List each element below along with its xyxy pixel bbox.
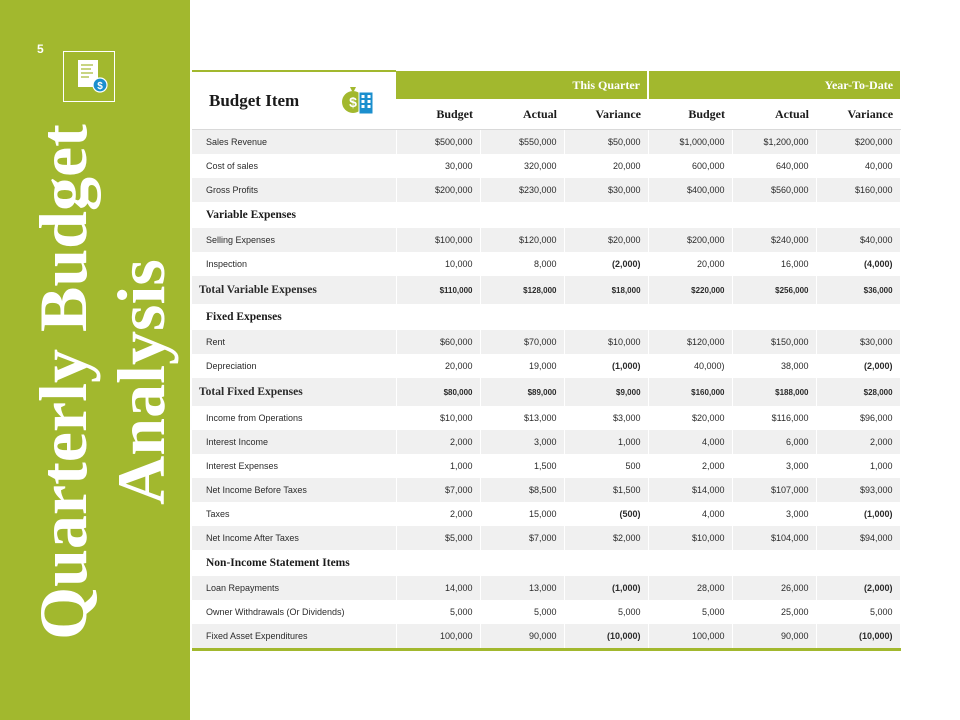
cell-value: $10,000 — [648, 526, 732, 550]
row-label: Net Income After Taxes — [192, 526, 396, 550]
cell-value: 90,000 — [480, 624, 564, 650]
row-label: Selling Expenses — [192, 228, 396, 252]
row-label: Sales Revenue — [192, 130, 396, 155]
table-row — [192, 406, 900, 430]
cell-value: 2,000 — [648, 454, 732, 478]
cell-value: 5,000 — [564, 600, 648, 624]
cell-value: 20,000 — [564, 154, 648, 178]
cell-value: 1,000 — [564, 430, 648, 454]
cell-value: $104,000 — [732, 526, 816, 550]
cell-value: $150,000 — [732, 330, 816, 354]
cell-value: $50,000 — [564, 130, 648, 155]
cell-value: 90,000 — [732, 624, 816, 650]
cell-value: $120,000 — [480, 228, 564, 252]
cell-value: 600,000 — [648, 154, 732, 178]
table-row — [192, 228, 900, 252]
cell-value: $188,000 — [732, 378, 816, 406]
cell-value: (1,000) — [816, 502, 900, 526]
cell-value: 30,000 — [396, 154, 480, 178]
cell-value: 40,000) — [648, 354, 732, 378]
cell-value: $116,000 — [732, 406, 816, 430]
cell-value: $256,000 — [732, 276, 816, 304]
slide-number: 5 — [37, 42, 44, 56]
cell-value: 19,000 — [480, 354, 564, 378]
row-label: Inspection — [192, 252, 396, 276]
cell-value: 20,000 — [648, 252, 732, 276]
cell-value: $10,000 — [396, 406, 480, 430]
cell-value: 5,000 — [480, 600, 564, 624]
cell-value: (2,000) — [564, 252, 648, 276]
cell-value: 100,000 — [396, 624, 480, 650]
sidebar — [0, 0, 190, 720]
row-label: Depreciation — [192, 354, 396, 378]
cell-value: $36,000 — [816, 276, 900, 304]
cell-value: 5,000 — [396, 600, 480, 624]
table-row — [192, 330, 900, 354]
cell-value: $1,000,000 — [648, 130, 732, 155]
row-label: Net Income Before Taxes — [192, 478, 396, 502]
table-row — [192, 624, 900, 650]
cell-value: 20,000 — [396, 354, 480, 378]
cell-value: $2,000 — [564, 526, 648, 550]
svg-text:$: $ — [349, 94, 357, 110]
column-header: Variance — [564, 99, 648, 130]
cell-value: 16,000 — [732, 252, 816, 276]
cell-value: 5,000 — [816, 600, 900, 624]
cell-value: $18,000 — [564, 276, 648, 304]
cell-value: $89,000 — [480, 378, 564, 406]
cell-value: (500) — [564, 502, 648, 526]
table-row — [192, 600, 900, 624]
cell-value: 13,000 — [480, 576, 564, 600]
cell-value: $20,000 — [648, 406, 732, 430]
row-label: Loan Repayments — [192, 576, 396, 600]
cell-value: $40,000 — [816, 228, 900, 252]
total-row — [192, 378, 900, 406]
section-row — [192, 304, 900, 330]
cell-value: $230,000 — [480, 178, 564, 202]
row-label: Cost of sales — [192, 154, 396, 178]
budget-item-header: Budget Item — [192, 71, 396, 130]
section-label: Variable Expenses — [192, 202, 900, 228]
cell-value: $93,000 — [816, 478, 900, 502]
cell-value: (1,000) — [564, 354, 648, 378]
cell-value: 320,000 — [480, 154, 564, 178]
table-row — [192, 130, 900, 155]
cell-value: $110,000 — [396, 276, 480, 304]
column-header: Budget — [396, 99, 480, 130]
section-row — [192, 202, 900, 228]
table-row — [192, 154, 900, 178]
section-label: Non-Income Statement Items — [192, 550, 900, 576]
cell-value: $560,000 — [732, 178, 816, 202]
row-label: Owner Withdrawals (Or Dividends) — [192, 600, 396, 624]
cell-value: $96,000 — [816, 406, 900, 430]
cell-value: 1,500 — [480, 454, 564, 478]
cell-value: $100,000 — [396, 228, 480, 252]
column-header: Actual — [480, 99, 564, 130]
cell-value: 3,000 — [480, 430, 564, 454]
cell-value: $120,000 — [648, 330, 732, 354]
cell-value: $200,000 — [648, 228, 732, 252]
cell-value: 2,000 — [816, 430, 900, 454]
cell-value: $220,000 — [648, 276, 732, 304]
cell-value: 26,000 — [732, 576, 816, 600]
cell-value: $7,000 — [480, 526, 564, 550]
cell-value: $13,000 — [480, 406, 564, 430]
cell-value: $30,000 — [564, 178, 648, 202]
budget-table — [192, 70, 901, 651]
svg-text:$: $ — [97, 81, 103, 92]
row-label: Interest Expenses — [192, 454, 396, 478]
column-header: Variance — [816, 99, 900, 130]
cell-value: $14,000 — [648, 478, 732, 502]
cell-value: 3,000 — [732, 502, 816, 526]
cell-value: $1,200,000 — [732, 130, 816, 155]
table-row — [192, 252, 900, 276]
group-header-year-to-date: Year-To-Date — [648, 71, 900, 99]
row-label: Interest Income — [192, 430, 396, 454]
table-row — [192, 502, 900, 526]
table-row — [192, 354, 900, 378]
cell-value: (2,000) — [816, 576, 900, 600]
cell-value: 6,000 — [732, 430, 816, 454]
column-header: Actual — [732, 99, 816, 130]
cell-value: 40,000 — [816, 154, 900, 178]
cell-value: $94,000 — [816, 526, 900, 550]
row-label: Rent — [192, 330, 396, 354]
table-row — [192, 576, 900, 600]
section-row — [192, 550, 900, 576]
cell-value: $200,000 — [396, 178, 480, 202]
cell-value: $160,000 — [648, 378, 732, 406]
cell-value: 3,000 — [732, 454, 816, 478]
cell-value: $128,000 — [480, 276, 564, 304]
cell-value: 28,000 — [648, 576, 732, 600]
cell-value: (1,000) — [564, 576, 648, 600]
cell-value: $240,000 — [732, 228, 816, 252]
cell-value: $200,000 — [816, 130, 900, 155]
table-row — [192, 430, 900, 454]
total-row — [192, 276, 900, 304]
cell-value: (4,000) — [816, 252, 900, 276]
cell-value: 100,000 — [648, 624, 732, 650]
cell-value: $3,000 — [564, 406, 648, 430]
group-header-this-quarter: This Quarter — [396, 71, 648, 99]
column-header: Budget — [648, 99, 732, 130]
cell-value: 500 — [564, 454, 648, 478]
table-row — [192, 454, 900, 478]
cell-value: 5,000 — [648, 600, 732, 624]
table-row — [192, 178, 900, 202]
cell-value: $70,000 — [480, 330, 564, 354]
row-label: Gross Profits — [192, 178, 396, 202]
cell-value: 15,000 — [480, 502, 564, 526]
cell-value: $80,000 — [396, 378, 480, 406]
row-label: Income from Operations — [192, 406, 396, 430]
table-row — [192, 526, 900, 550]
cell-value: $1,500 — [564, 478, 648, 502]
cell-value: 38,000 — [732, 354, 816, 378]
title-line-2: Analysis — [103, 259, 179, 505]
cell-value: 2,000 — [396, 502, 480, 526]
money-bag-building-icon — [340, 80, 376, 116]
cell-value: $107,000 — [732, 478, 816, 502]
cell-value: $160,000 — [816, 178, 900, 202]
cell-value: $500,000 — [396, 130, 480, 155]
cell-value: 4,000 — [648, 430, 732, 454]
cell-value: 8,000 — [480, 252, 564, 276]
row-label: Total Variable Expenses — [192, 276, 396, 304]
cell-value: $400,000 — [648, 178, 732, 202]
cell-value: 4,000 — [648, 502, 732, 526]
cell-value: (10,000) — [816, 624, 900, 650]
cell-value: $30,000 — [816, 330, 900, 354]
cell-value: $20,000 — [564, 228, 648, 252]
cell-value: $550,000 — [480, 130, 564, 155]
cell-value: 2,000 — [396, 430, 480, 454]
cell-value: 14,000 — [396, 576, 480, 600]
cell-value: 1,000 — [396, 454, 480, 478]
cell-value: 25,000 — [732, 600, 816, 624]
row-label: Fixed Asset Expenditures — [192, 624, 396, 650]
cell-value: (10,000) — [564, 624, 648, 650]
slide-title — [0, 82, 190, 682]
cell-value: $5,000 — [396, 526, 480, 550]
cell-value: $8,500 — [480, 478, 564, 502]
cell-value: 1,000 — [816, 454, 900, 478]
cell-value: 640,000 — [732, 154, 816, 178]
title-line-1: Quarterly Budget — [25, 124, 101, 640]
cell-value: $10,000 — [564, 330, 648, 354]
section-label: Fixed Expenses — [192, 304, 900, 330]
cell-value: $9,000 — [564, 378, 648, 406]
cell-value: $7,000 — [396, 478, 480, 502]
cell-value: $60,000 — [396, 330, 480, 354]
cell-value: (2,000) — [816, 354, 900, 378]
cell-value: $28,000 — [816, 378, 900, 406]
row-label: Taxes — [192, 502, 396, 526]
row-label: Total Fixed Expenses — [192, 378, 396, 406]
table-body — [192, 130, 900, 650]
cell-value: 10,000 — [396, 252, 480, 276]
table-row — [192, 478, 900, 502]
